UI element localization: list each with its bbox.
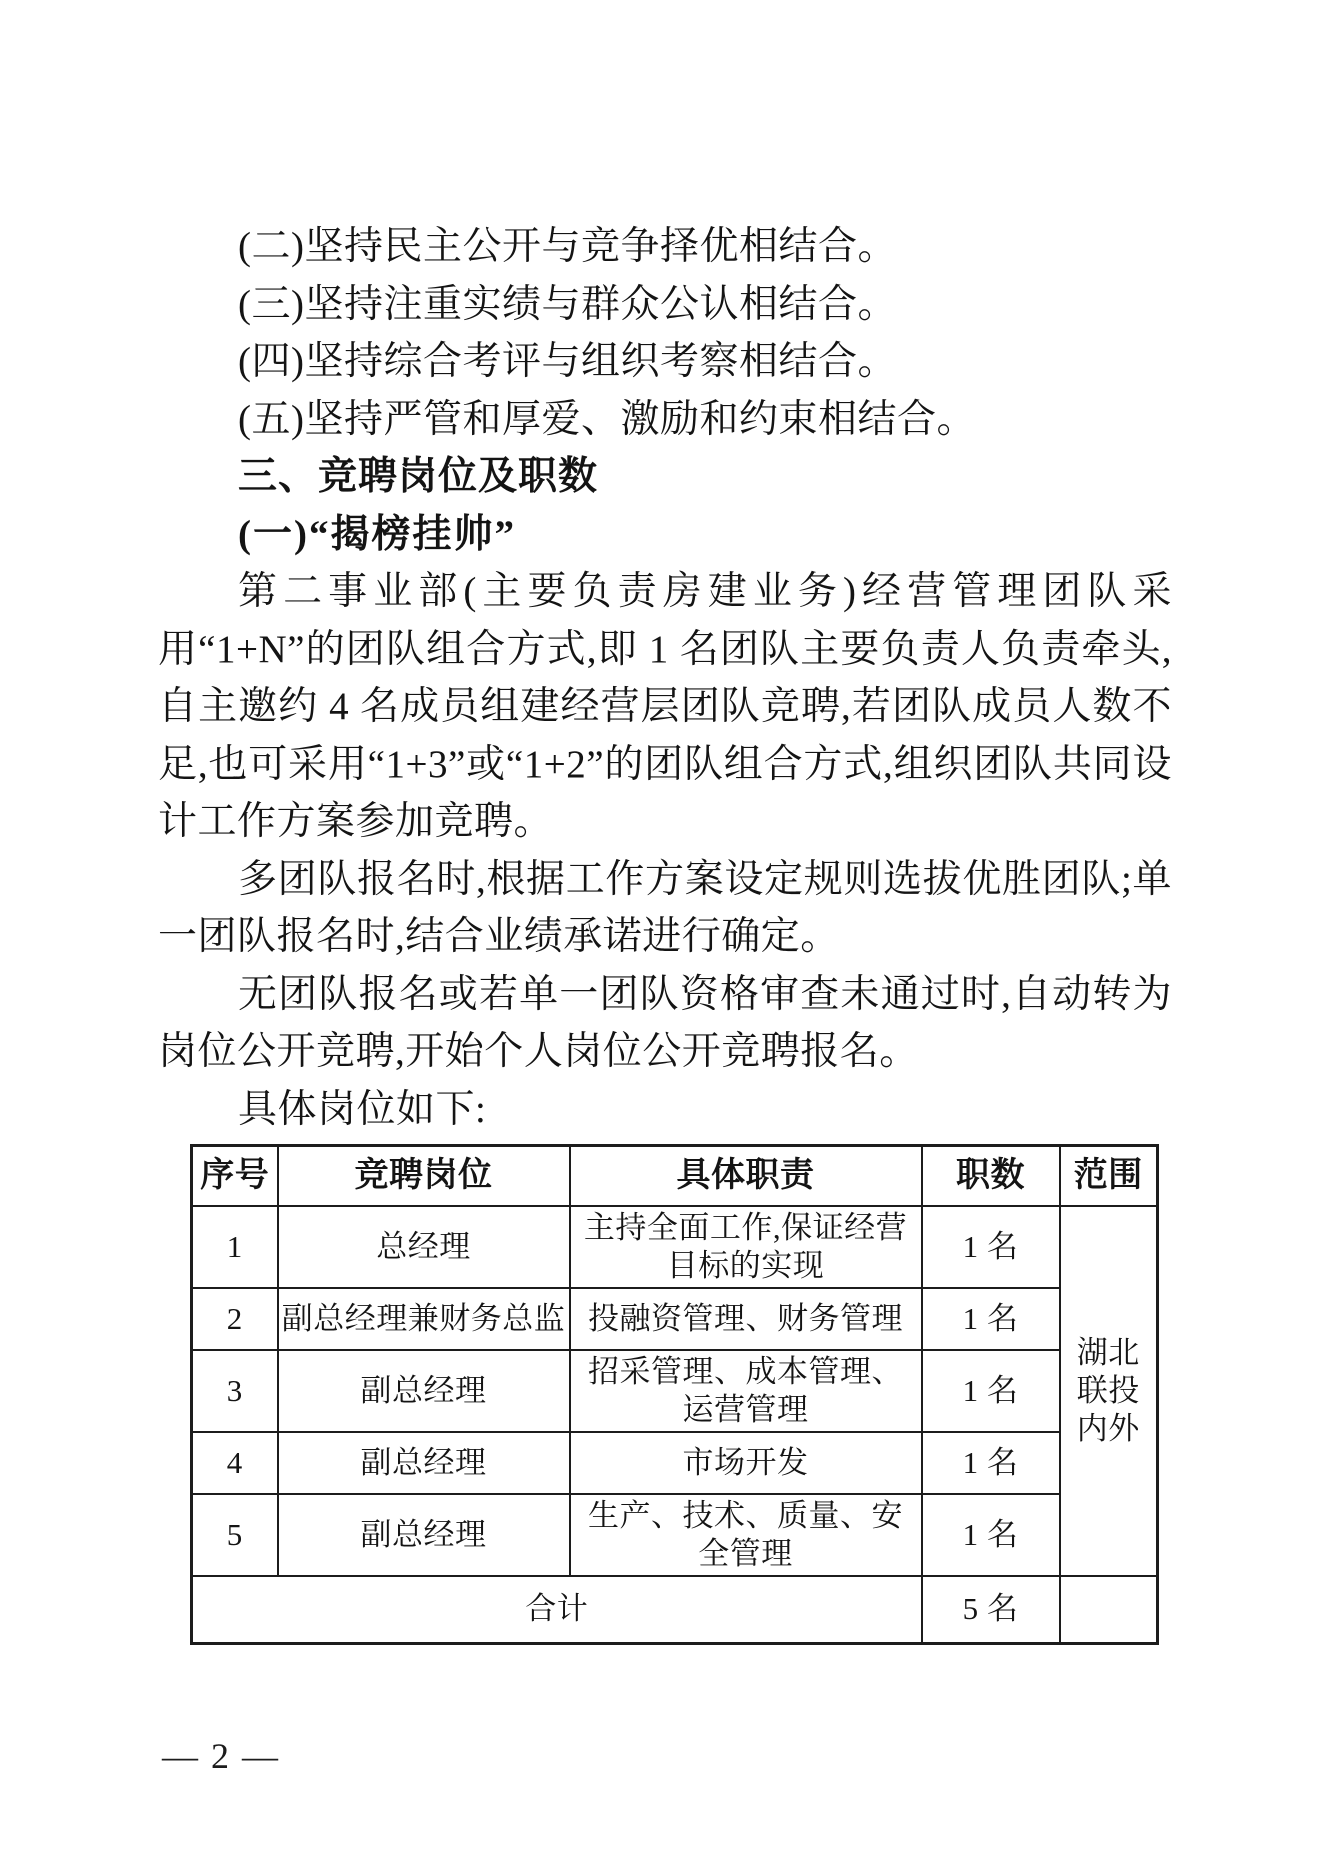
col-header-no: 序号 bbox=[192, 1146, 278, 1206]
cell-no: 3 bbox=[192, 1350, 278, 1432]
cell-position: 副总经理 bbox=[278, 1494, 570, 1576]
table-row bbox=[192, 1350, 1158, 1432]
section-heading: 三、竞聘岗位及职数 bbox=[238, 455, 599, 498]
cell-count: 1 名 bbox=[922, 1288, 1060, 1350]
sub-heading: (一)“揭榜挂帅” bbox=[238, 512, 516, 556]
cell-scope-empty bbox=[1060, 1576, 1158, 1644]
cell-duties: 招采管理、成本管理、运营管理 bbox=[570, 1350, 922, 1432]
cell-position: 副总经理 bbox=[278, 1350, 570, 1432]
col-header-count: 职数 bbox=[922, 1146, 1060, 1206]
cell-count: 1 名 bbox=[922, 1206, 1060, 1288]
cell-position: 总经理 bbox=[278, 1206, 570, 1288]
table-header-row bbox=[192, 1146, 1158, 1206]
cell-duties: 投融资管理、财务管理 bbox=[570, 1288, 922, 1350]
table-row bbox=[192, 1494, 1158, 1576]
principle-item-3: (三)坚持注重实绩与群众公认相结合。 bbox=[238, 282, 897, 326]
table-intro: 具体岗位如下: bbox=[238, 1087, 487, 1131]
cell-no: 2 bbox=[192, 1288, 278, 1350]
paragraph-no-team: 无团队报名或若单一团队资格审查未通过时,自动转为岗位公开竞聘,开始个人岗位公开竞聘报名。 bbox=[158, 972, 1172, 1073]
cell-no: 5 bbox=[192, 1494, 278, 1576]
cell-count: 1 名 bbox=[922, 1350, 1060, 1432]
cell-total-label: 合计 bbox=[192, 1576, 922, 1644]
cell-no: 4 bbox=[192, 1432, 278, 1494]
cell-count: 1 名 bbox=[922, 1494, 1060, 1576]
page-number: — 2 — bbox=[162, 1736, 280, 1776]
table-row bbox=[192, 1206, 1158, 1288]
principle-item-4: (四)坚持综合考评与组织考察相结合。 bbox=[238, 340, 897, 383]
principle-item-2: (二)坚持民主公开与竞争择优相结合。 bbox=[238, 225, 897, 268]
table-total-row bbox=[192, 1576, 1158, 1644]
table-row bbox=[192, 1432, 1158, 1494]
col-header-duties: 具体职责 bbox=[570, 1146, 922, 1206]
principle-item-5: (五)坚持严管和厚爱、激励和约束相结合。 bbox=[238, 397, 976, 441]
positions-table bbox=[190, 1144, 1159, 1645]
paragraph-multi-team: 多团队报名时,根据工作方案设定规则选拔优胜团队;单一团队报名时,结合业绩承诺进行确定。 bbox=[158, 857, 1172, 958]
cell-count: 1 名 bbox=[922, 1432, 1060, 1494]
cell-duties: 主持全面工作,保证经营目标的实现 bbox=[570, 1206, 922, 1288]
cell-position: 副总经理 bbox=[278, 1432, 570, 1494]
document-body bbox=[158, 218, 1172, 1645]
col-header-scope: 范围 bbox=[1060, 1146, 1158, 1206]
table-row bbox=[192, 1288, 1158, 1350]
paragraph-team-composition: 第二事业部(主要负责房建业务)经营管理团队采用“1+N”的团队组合方式,即 1 名团队主要负责人负责牵头,自主邀约 4 名成员组建经营层团队竞聘,若团队成员人数不足,也可采用“1+3”或“1+2”的团队组合方式,组织团队共同设计工作方案参加竞聘。 bbox=[158, 570, 1172, 843]
cell-duties: 生产、技术、质量、安全管理 bbox=[570, 1494, 922, 1576]
cell-total-count: 5 名 bbox=[922, 1576, 1060, 1644]
cell-duties: 市场开发 bbox=[570, 1432, 922, 1494]
cell-no: 1 bbox=[192, 1206, 278, 1288]
cell-position: 副总经理兼财务总监 bbox=[278, 1288, 570, 1350]
col-header-position: 竞聘岗位 bbox=[278, 1146, 570, 1206]
cell-scope: 湖北联投内外 bbox=[1060, 1206, 1158, 1576]
